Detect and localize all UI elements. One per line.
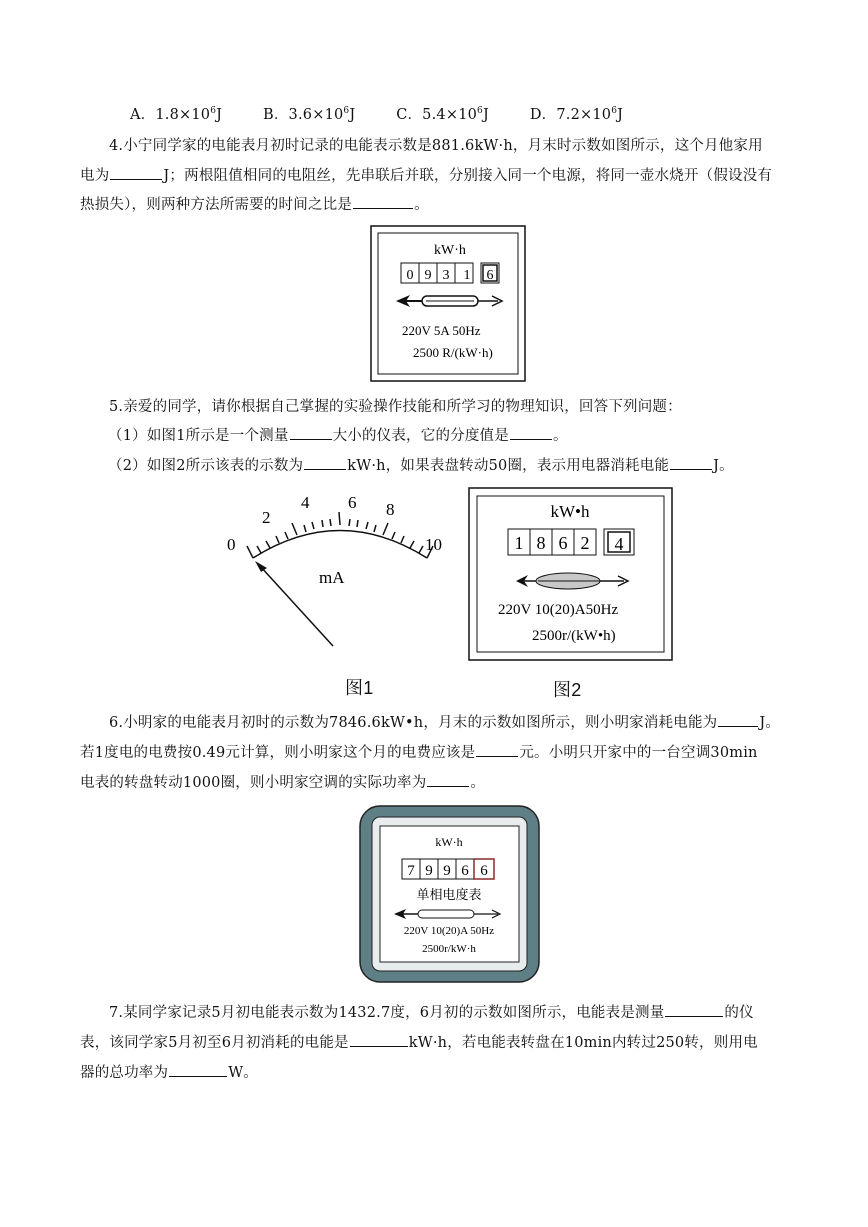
answer-blank[interactable] bbox=[476, 742, 518, 757]
gauge-tick-label: 4 bbox=[301, 493, 310, 512]
q5-line-1: 5.亲爱的同学，请你根据自己掌握的实验操作技能和所学习的物理知识，回答下列问题： bbox=[109, 399, 682, 415]
meter-spec-constant: 2500r/kW·h bbox=[422, 943, 476, 955]
q7-line-3: 器的总功率为 W。 bbox=[80, 1061, 258, 1082]
answer-options bbox=[130, 103, 623, 124]
meter-spec-constant: 2500 R/(kW·h) bbox=[413, 345, 493, 360]
meter-digit: 6 bbox=[480, 863, 488, 879]
meter-digit: 6 bbox=[461, 863, 469, 879]
gauge-tick-label: 10 bbox=[425, 535, 442, 554]
option-d: D．$7.2\times 10^6J$ bbox=[529, 106, 624, 123]
figure-1-caption: 图1 bbox=[345, 678, 374, 698]
gauge-tick-label: 6 bbox=[348, 493, 357, 512]
meter-digit: 2 bbox=[580, 533, 590, 553]
q6-line-3: 电表的转盘转动1000圈，则小明家空调的实际功率为 。 bbox=[80, 771, 485, 792]
answer-blank[interactable] bbox=[510, 425, 552, 440]
q4-line-1: 4.小宁同学家的电能表月初时记录的电能表示数是881.6kW·h，月末时示数如图所示，这个月他家用 bbox=[109, 138, 763, 154]
gauge-tick-label: 8 bbox=[386, 500, 395, 519]
meter-digit-window bbox=[401, 263, 499, 283]
answer-blank[interactable] bbox=[304, 455, 346, 470]
figure-2-caption: 图2 bbox=[553, 680, 582, 700]
meter-spec-rating: 220V 10(20)A50Hz bbox=[498, 602, 619, 618]
meter-digit: 3 bbox=[442, 268, 450, 283]
answer-blank[interactable] bbox=[427, 772, 469, 787]
meter-digit-window bbox=[402, 859, 494, 879]
option-a: A．$1.8\times 10^6J$ bbox=[130, 106, 223, 123]
meter-spec-rating: 220V 5A 50Hz bbox=[402, 323, 481, 338]
energy-meter-q6 bbox=[358, 804, 541, 984]
gauge-tick-label: 2 bbox=[262, 508, 271, 527]
answer-blank[interactable] bbox=[169, 1062, 227, 1077]
q7-line-1: 7.某同学家记录5月初电能表示数为1432.7度，6月初的示数如图所示，电能表是测量 的仪 bbox=[109, 1001, 754, 1022]
meter-name-label: 单相电度表 bbox=[416, 887, 482, 902]
option-c: C．$5.4\times 10^6J$ bbox=[396, 106, 489, 123]
answer-blank[interactable] bbox=[353, 194, 413, 209]
q7-line-2: 表，该同学家5月初至6月初消耗的电能是 kW·h，若电能表转盘在10min内转过250转，则用电 bbox=[80, 1031, 758, 1052]
answer-blank[interactable] bbox=[718, 712, 758, 727]
meter-digit-window bbox=[508, 529, 634, 555]
q4-meter-figure bbox=[370, 225, 526, 382]
answer-blank[interactable] bbox=[665, 1002, 723, 1017]
answer-blank[interactable] bbox=[110, 165, 162, 180]
energy-meter-figure-2 bbox=[468, 487, 673, 662]
meter-digit: 8 bbox=[536, 533, 546, 553]
q4-line-3: 热损失），则两种方法所需要的时间之比是 。 bbox=[80, 193, 429, 214]
gauge-tick-label: 0 bbox=[227, 535, 236, 554]
q4-line-2: 电为 J；两根阻值相同的电阻丝，先串联后并联，分别接入同一个电源，将同一壶水烧开（假设没有 bbox=[80, 164, 772, 185]
q6-line-2: 若1度电的电费按0.49元计算，则小明家这个月的电费应该是 元。小明只开家中的一台空调30min bbox=[80, 741, 758, 762]
meter-digit: 6 bbox=[486, 268, 494, 283]
meter-digit: 0 bbox=[406, 268, 414, 283]
answer-blank[interactable] bbox=[350, 1032, 408, 1047]
milliammeter-gauge bbox=[215, 488, 455, 658]
meter-digit: 9 bbox=[443, 863, 451, 879]
meter-unit-label: kW•h bbox=[550, 502, 590, 521]
meter-digit: 4 bbox=[614, 534, 624, 554]
gauge-unit-label: mA bbox=[319, 568, 345, 587]
q5-line-3: （2）如图2所示该表的示数为 kW·h，如果表盘转动50圈，表示用电器消耗电能 J。 bbox=[108, 454, 734, 475]
meter-unit-label: kW·h bbox=[435, 835, 463, 849]
meter-digit: 9 bbox=[424, 268, 432, 283]
option-b: B．$3.6\times 10^6J$ bbox=[263, 106, 356, 123]
meter-digit: 1 bbox=[463, 268, 471, 283]
answer-blank[interactable] bbox=[290, 425, 332, 440]
answer-blank[interactable] bbox=[670, 455, 712, 470]
q5-line-2: （1）如图1所示是一个测量 大小的仪表，它的分度值是 。 bbox=[108, 424, 568, 445]
meter-spec-rating: 220V 10(20)A 50Hz bbox=[403, 925, 495, 937]
q6-line-1: 6.小明家的电能表月初时的示数为7846.6kW•h，月末的示数如图所示，则小明家消耗电能为 J。 bbox=[109, 711, 780, 732]
meter-digit: 1 bbox=[514, 533, 524, 553]
meter-digit: 7 bbox=[407, 863, 415, 879]
meter-spec-constant: 2500r/(kW•h) bbox=[532, 628, 616, 644]
meter-unit-label: kW·h bbox=[434, 243, 466, 258]
meter-digit: 9 bbox=[425, 863, 433, 879]
meter-digit: 6 bbox=[558, 533, 568, 553]
